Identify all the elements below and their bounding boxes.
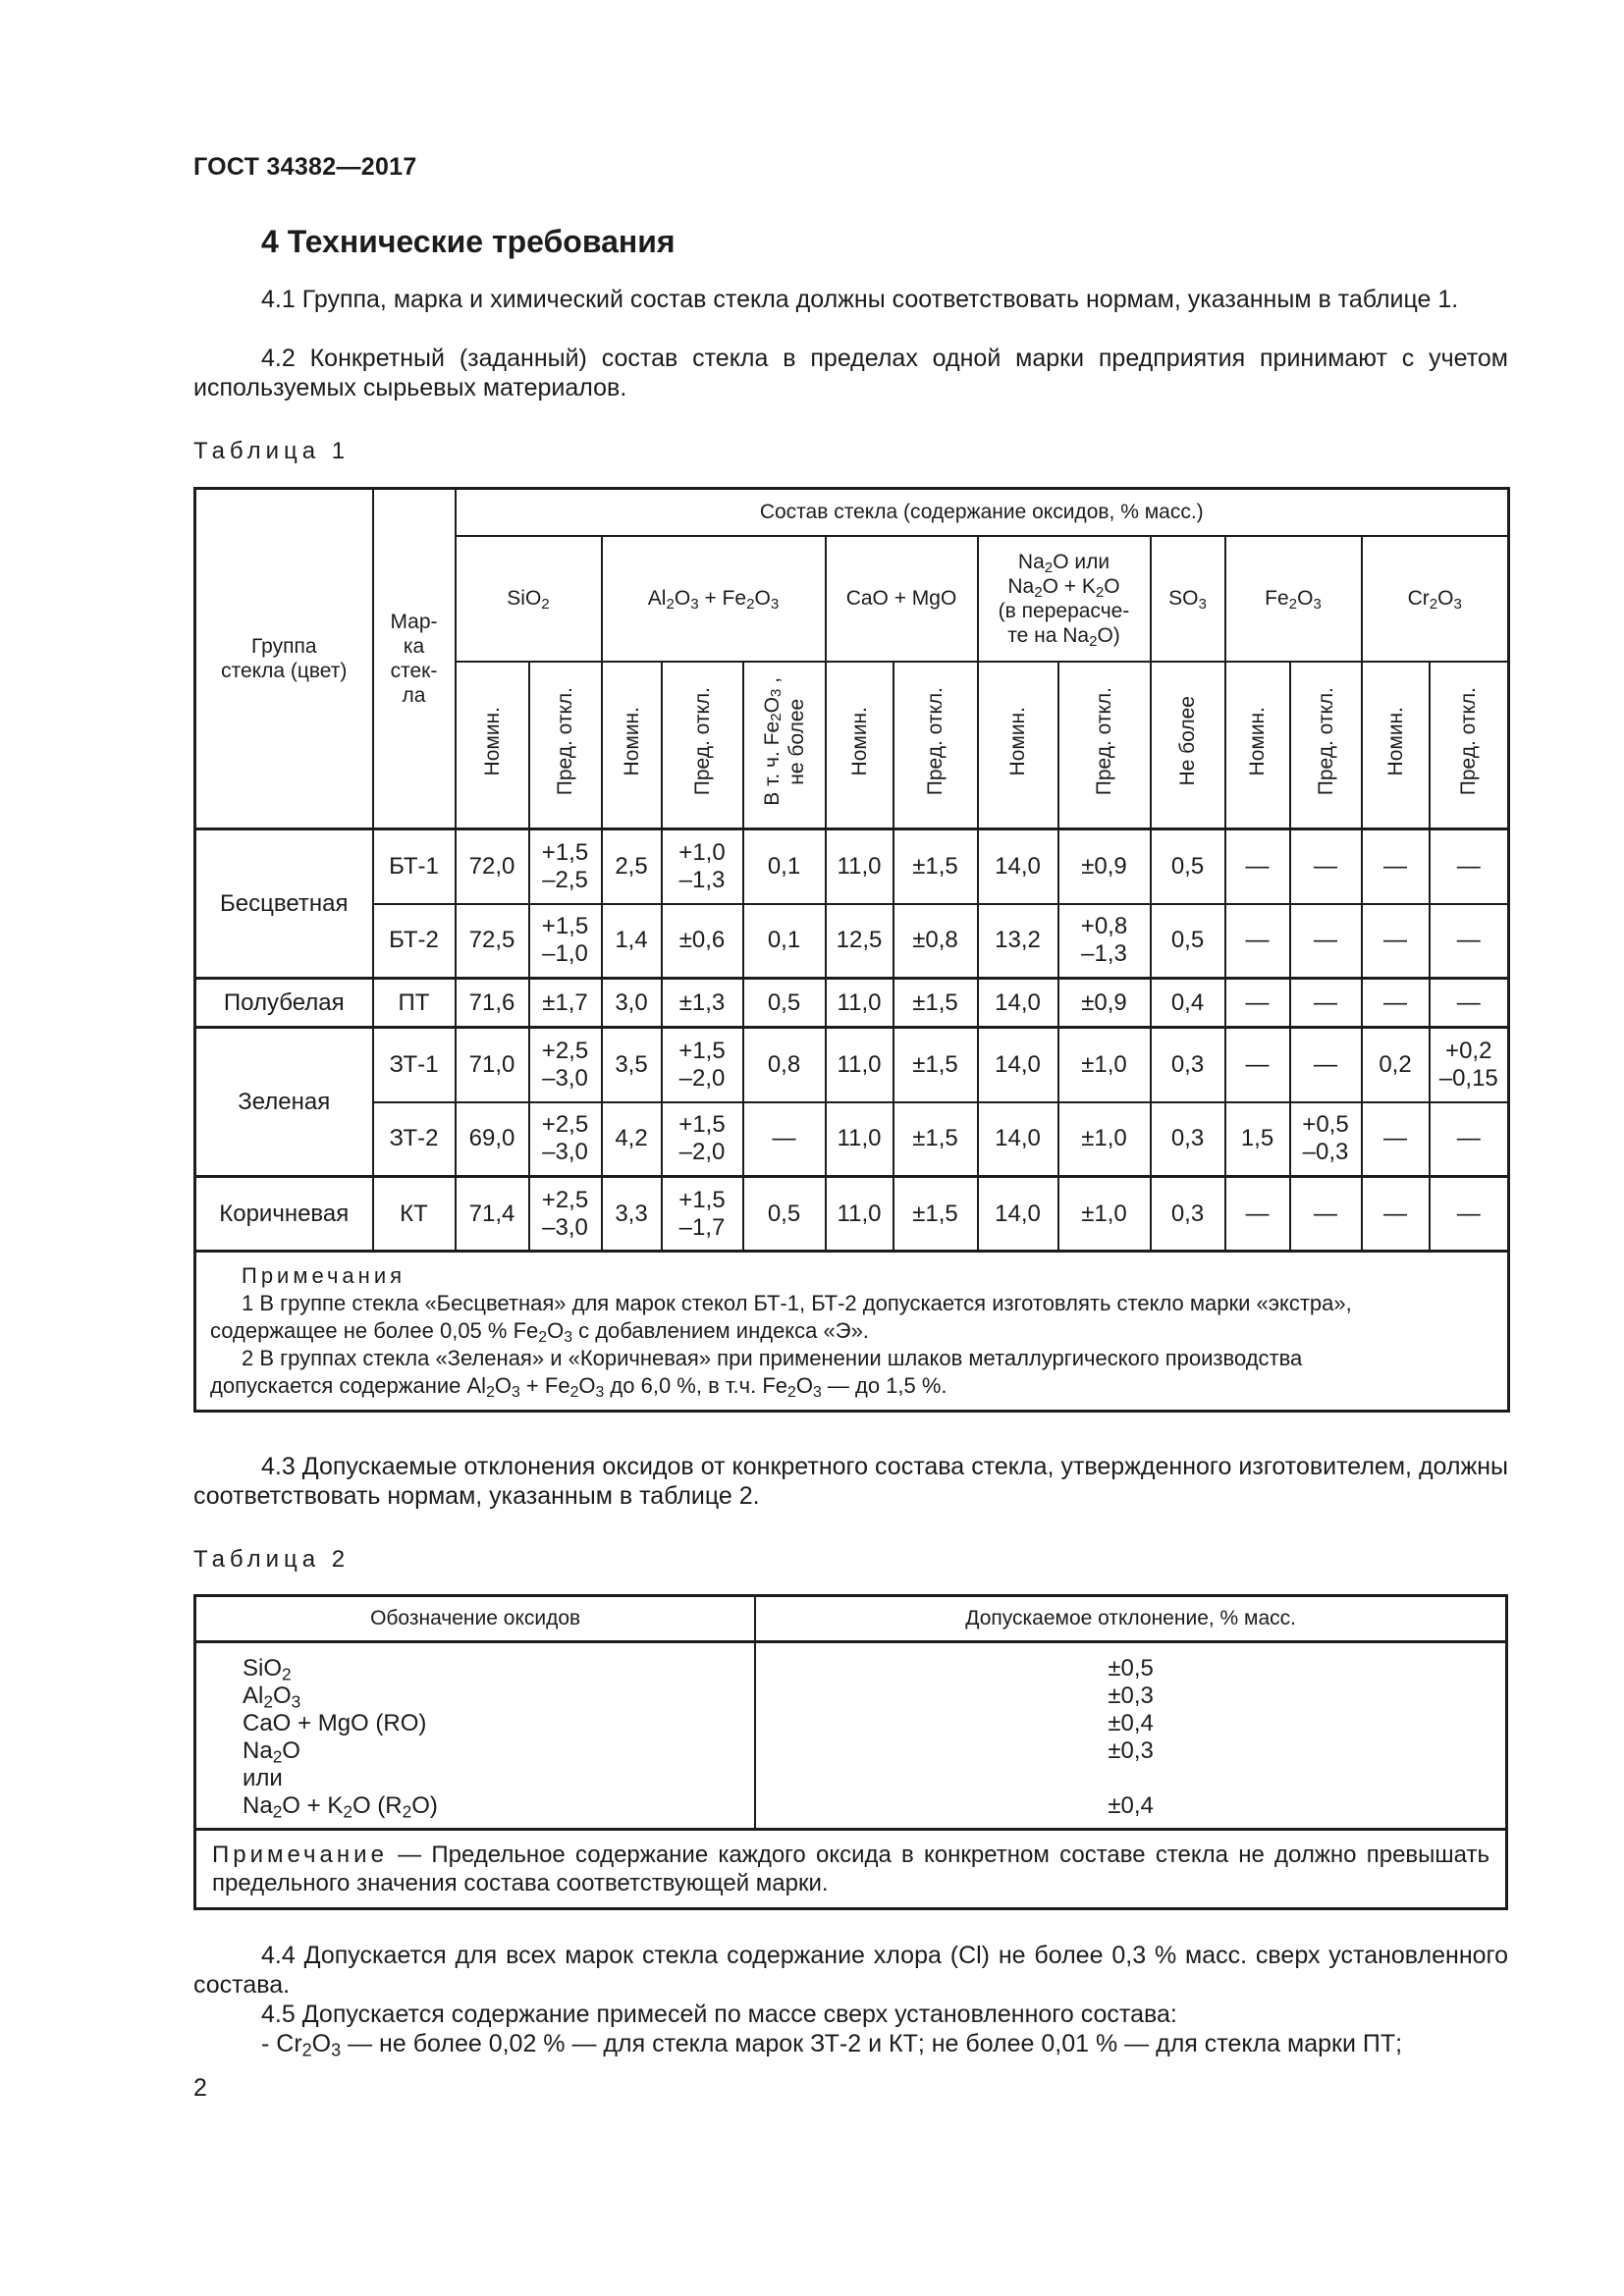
table-cell: ±1,5: [893, 1177, 978, 1252]
subheader-nom: Номин.: [1362, 662, 1430, 829]
table-cell: —: [1225, 829, 1290, 904]
oxide-or: или: [243, 1765, 283, 1791]
subheader-nom: Номин.: [978, 662, 1058, 829]
subheader-fe2o3-max: В т. ч. $Fe_2O_3$ , не более: [743, 662, 826, 829]
table-cell: 11,0: [826, 1102, 893, 1177]
table-cell: 71,0: [456, 1028, 529, 1102]
table-cell: —: [1430, 829, 1509, 904]
header-cr2o3: $Cr_2O_3$: [1362, 536, 1509, 662]
table2-header-deviation: Допускаемое отклонение, % масс.: [755, 1596, 1506, 1642]
header-na2o: $Na_2O$ или $Na_2O + K_2O$ (в перерасче- те на $Na_2O$): [978, 536, 1151, 662]
note-2-line-2: допускается содержание $Al_2O_3 + Fe_2O_3$ до 6,0 %, в т.ч. $Fe_2O_3$ — до 1,5 %.: [210, 1373, 947, 1401]
table-cell: 0,8: [743, 1028, 826, 1102]
table-1: [193, 487, 1510, 1413]
subheader-max: Не более: [1151, 662, 1225, 829]
header-sio2: SiO$_2$: [456, 536, 602, 662]
subheader-nom: Номин.: [602, 662, 662, 829]
table2-note-text: — Предельное содержание каждого оксида в конкретном составе стекла не должно превышать предельного значения состава соответствующей марки.: [212, 1842, 1489, 1896]
glass-mark-cell: ПТ: [373, 979, 456, 1028]
table-cell: —: [1362, 1177, 1430, 1252]
table-cell: ±1,5: [893, 829, 978, 904]
table-cell: +0,2 –0,15: [1430, 1028, 1509, 1102]
table-row: [195, 979, 1509, 1028]
table-cell: ±1,3: [662, 979, 743, 1028]
glass-group-cell: Бесцветная: [195, 829, 373, 979]
table1-notes: [195, 1252, 1509, 1412]
paragraph-4-4: 4.4 Допускается для всех марок стекла содержание хлора (Cl) не более 0,3 % масс. сверх установленного состава.: [193, 1942, 1508, 1999]
note-1-line-2: содержащее не более 0,05 % $Fe_2O_3$ с добавлением индекса «Э».: [210, 1318, 869, 1346]
subheader-dev: Пред. откл.: [1058, 662, 1151, 829]
header-so3: $SO_3$: [1151, 536, 1225, 662]
table-cell: +2,5 –3,0: [529, 1177, 602, 1252]
glass-group-cell: Коричневая: [195, 1177, 373, 1252]
notes-title: Примечания: [242, 1263, 406, 1288]
table-cell: 0,4: [1151, 979, 1225, 1028]
deviation-value: ±0,3: [1108, 1737, 1154, 1764]
page-number: 2: [193, 2074, 207, 2102]
glass-mark-cell: КТ: [373, 1177, 456, 1252]
header-al2o3-fe2o3: $Al_2O_3 + Fe_2O_3$: [602, 536, 826, 662]
paragraph-4-1: 4.1 Группа, марка и химический состав стекла должны соответствовать нормам, указанным в таблице 1.: [261, 286, 1459, 313]
glass-mark-cell: БТ-1: [373, 829, 456, 904]
table-cell: 1,4: [602, 904, 662, 979]
header-cao-mgo: CaO + MgO: [826, 536, 978, 662]
table-cell: ±1,0: [1058, 1177, 1151, 1252]
table-cell: ±1,7: [529, 979, 602, 1028]
table-cell: +1,5 –1,0: [529, 904, 602, 979]
subheader-nom: Номин.: [1225, 662, 1290, 829]
table-cell: —: [1362, 829, 1430, 904]
table-cell: ±1,5: [893, 1102, 978, 1177]
table-cell: 0,5: [743, 979, 826, 1028]
table-cell: —: [1362, 904, 1430, 979]
table-cell: —: [1225, 979, 1290, 1028]
table-cell: ±1,0: [1058, 1028, 1151, 1102]
glass-group-cell: Полубелая: [195, 979, 373, 1028]
table-cell: ±1,5: [893, 979, 978, 1028]
table-row: [195, 1177, 1509, 1252]
table-cell: ±0,8: [893, 904, 978, 979]
subheader-dev: Пред. откл.: [529, 662, 602, 829]
table-cell: 0,3: [1151, 1177, 1225, 1252]
table-cell: 69,0: [456, 1102, 529, 1177]
table-cell: +1,5 –2,5: [529, 829, 602, 904]
table-cell: —: [1430, 979, 1509, 1028]
table-cell: —: [1362, 1102, 1430, 1177]
table-cell: 72,0: [456, 829, 529, 904]
oxide-na2o-k2o: $Na_2O + K_2O$ $(R_2O)$: [243, 1792, 438, 1822]
deviation-value: ±0,5: [1108, 1655, 1154, 1682]
subheader-nom: Номин.: [456, 662, 529, 829]
table-cell: +1,0 –1,3: [662, 829, 743, 904]
table-cell: 0,5: [1151, 904, 1225, 979]
table-cell: —: [1362, 979, 1430, 1028]
subheader-nom: Номин.: [826, 662, 893, 829]
table-cell: —: [1430, 1177, 1509, 1252]
table-row: [195, 829, 1509, 904]
table-cell: —: [743, 1102, 826, 1177]
subheader-dev: Пред. откл.: [662, 662, 743, 829]
table-cell: 14,0: [978, 979, 1058, 1028]
table-cell: 11,0: [826, 829, 893, 904]
deviation-value-empty: [756, 1765, 1505, 1792]
table-cell: 11,0: [826, 979, 893, 1028]
table2-caption: Таблица 2: [193, 1546, 351, 1573]
table-cell: 0,1: [743, 904, 826, 979]
table2-header-oxides: Обозначение оксидов: [195, 1596, 756, 1642]
deviation-value: ±0,4: [1108, 1710, 1154, 1736]
table-cell: 72,5: [456, 904, 529, 979]
table-row: [195, 1102, 1509, 1177]
table-cell: 0,1: [743, 829, 826, 904]
table-cell: —: [1225, 904, 1290, 979]
table-cell: +2,5 –3,0: [529, 1102, 602, 1177]
table-cell: 11,0: [826, 1177, 893, 1252]
table-cell: ±0,6: [662, 904, 743, 979]
column-header-mark: Мар- ка стек- ла: [373, 489, 456, 829]
table-cell: 71,6: [456, 979, 529, 1028]
table-cell: ±0,9: [1058, 979, 1151, 1028]
table-cell: —: [1290, 1177, 1362, 1252]
table-cell: 0,3: [1151, 1102, 1225, 1177]
table-cell: +2,5 –3,0: [529, 1028, 602, 1102]
table-cell: +1,5 –2,0: [662, 1102, 743, 1177]
subheader-dev: Пред. откл.: [1430, 662, 1509, 829]
section-title: 4 Технические требования: [261, 224, 676, 259]
table-cell: 14,0: [978, 829, 1058, 904]
table-cell: 71,4: [456, 1177, 529, 1252]
table1-caption: Таблица 1: [193, 438, 351, 464]
table-cell: 3,0: [602, 979, 662, 1028]
table-cell: 0,5: [743, 1177, 826, 1252]
table-cell: 14,0: [978, 1028, 1058, 1102]
column-header-composition: Состав стекла (содержание оксидов, % масс.): [456, 489, 1509, 536]
deviation-value: ±0,4: [1108, 1792, 1154, 1819]
table-cell: —: [1430, 904, 1509, 979]
table-cell: 13,2: [978, 904, 1058, 979]
subheader-dev: Пред. откл.: [1290, 662, 1362, 829]
table-cell: 0,2: [1362, 1028, 1430, 1102]
table-cell: —: [1290, 904, 1362, 979]
table2-deviation-list: [755, 1642, 1506, 1830]
table-cell: ±1,0: [1058, 1102, 1151, 1177]
table-cell: 11,0: [826, 1028, 893, 1102]
table1-body: [195, 829, 1509, 1252]
table-cell: 0,3: [1151, 1028, 1225, 1102]
table-cell: 14,0: [978, 1102, 1058, 1177]
glass-group-cell: Зеленая: [195, 1028, 373, 1177]
table-cell: +1,5 –1,7: [662, 1177, 743, 1252]
table-2: [193, 1594, 1508, 1910]
table-cell: —: [1290, 1028, 1362, 1102]
table-cell: —: [1225, 1177, 1290, 1252]
table2-oxide-list: [195, 1642, 756, 1830]
oxide-na2o: $Na_2O$: [243, 1737, 300, 1767]
table-cell: 4,2: [602, 1102, 662, 1177]
table-cell: —: [1290, 979, 1362, 1028]
paragraph-4-3: 4.3 Допускаемые отклонения оксидов от конкретного состава стекла, утвержденного изготовителем, должны соответствовать нормам, указанным в таблице 2.: [193, 1453, 1508, 1510]
table-cell: —: [1290, 829, 1362, 904]
note-1-line-1: 1 В группе стекла «Бесцветная» для марок стекол БТ-1, БТ-2 допускается изготовлять стекло марки «экстра»,: [242, 1291, 1352, 1315]
table-cell: —: [1225, 1028, 1290, 1102]
paragraph-4-2: 4.2 Конкретный (заданный) состав стекла в пределах одной марки предприятия принимают с учетом используемых сырьевых материалов.: [193, 345, 1508, 401]
table-cell: +1,5 –2,0: [662, 1028, 743, 1102]
table-cell: 2,5: [602, 829, 662, 904]
paragraph-4-5-item: - $Cr_2O_3$ — не более 0,02 % — для стекла марок ЗТ-2 и КТ; не более 0,01 % — для стекла марки ПТ;: [261, 2030, 1403, 2060]
deviation-value: ±0,3: [1108, 1682, 1154, 1709]
note-2-line-1: 2 В группах стекла «Зеленая» и «Коричневая» при применении шлаков металлургического производства: [242, 1346, 1303, 1370]
document-code: ГОСТ 34382—2017: [193, 153, 417, 181]
table-cell: 3,5: [602, 1028, 662, 1102]
glass-mark-cell: БТ-2: [373, 904, 456, 979]
subheader-dev: Пред. откл.: [893, 662, 978, 829]
table-cell: +0,5 –0,3: [1290, 1102, 1362, 1177]
oxide-sio2: SiO$_2$: [243, 1655, 292, 1684]
table-row: [195, 1028, 1509, 1102]
table-cell: +0,8 –1,3: [1058, 904, 1151, 979]
table-cell: 14,0: [978, 1177, 1058, 1252]
oxide-al2o3: $Al_2O_3$: [243, 1682, 301, 1712]
table-cell: 3,3: [602, 1177, 662, 1252]
glass-mark-cell: ЗТ-1: [373, 1028, 456, 1102]
oxide-cao-mgo: CaO + MgO (RO): [243, 1710, 427, 1736]
table-cell: 1,5: [1225, 1102, 1290, 1177]
column-header-group: Группа стекла (цвет): [195, 489, 373, 829]
table-cell: 0,5: [1151, 829, 1225, 904]
table-row: [195, 904, 1509, 979]
header-fe2o3: $Fe_2O_3$: [1225, 536, 1362, 662]
table2-note: [195, 1830, 1507, 1909]
table-cell: 12,5: [826, 904, 893, 979]
glass-mark-cell: ЗТ-2: [373, 1102, 456, 1177]
table2-note-label: Примечание: [212, 1842, 388, 1868]
paragraph-4-5: 4.5 Допускается содержание примесей по массе сверх установленного состава:: [261, 2001, 1177, 2028]
table-cell: ±0,9: [1058, 829, 1151, 904]
table-cell: ±1,5: [893, 1028, 978, 1102]
table-cell: —: [1430, 1102, 1509, 1177]
